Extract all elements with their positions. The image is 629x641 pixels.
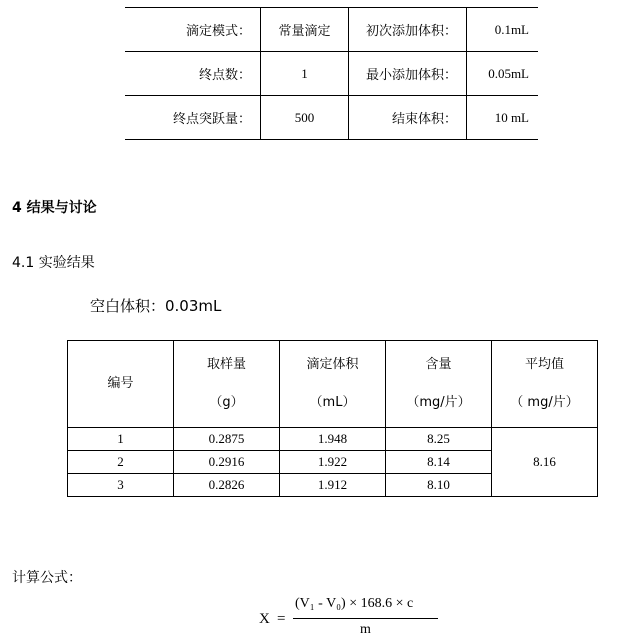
table-header-row — [68, 341, 598, 428]
formula-label: 计算公式： — [12, 570, 82, 586]
table-row — [125, 8, 538, 52]
cell-mass: 0.2875 — [174, 428, 280, 451]
cell-id: 2 — [68, 451, 174, 474]
cell-content: 8.14 — [386, 451, 492, 474]
results-table — [67, 340, 598, 497]
header-id: 编号 — [68, 341, 174, 428]
header-mass: 取样量 （g） — [174, 341, 280, 428]
header-average: 平均值 （ mg/片） — [492, 341, 598, 428]
parameter-table — [125, 7, 538, 140]
blank-volume-text: 空白体积：0.03mL — [90, 297, 222, 315]
cell-volume: 1.948 — [280, 428, 386, 451]
param-value: 500 — [261, 96, 349, 140]
cell-mass: 0.2916 — [174, 451, 280, 474]
param-key: 初次添加体积： — [349, 8, 467, 52]
cell-id: 3 — [68, 474, 174, 497]
fraction-bar — [293, 618, 438, 619]
table-row — [125, 52, 538, 96]
formula-lhs: X — [259, 611, 270, 627]
param-value: 0.05mL — [467, 52, 539, 96]
cell-mass: 0.2826 — [174, 474, 280, 497]
param-value: 常量滴定 — [261, 8, 349, 52]
cell-average: 8.16 — [492, 428, 598, 497]
param-key: 最小添加体积： — [349, 52, 467, 96]
formula-denominator: m — [360, 622, 371, 637]
param-key: 终点数： — [125, 52, 261, 96]
subsection-heading: 4.1 实验结果 — [12, 255, 95, 271]
calculation-formula — [259, 596, 459, 641]
cell-content: 8.25 — [386, 428, 492, 451]
cell-volume: 1.912 — [280, 474, 386, 497]
cell-volume: 1.922 — [280, 451, 386, 474]
param-key: 滴定模式： — [125, 8, 261, 52]
param-key: 终点突跃量： — [125, 96, 261, 140]
param-value: 0.1mL — [467, 8, 539, 52]
section-heading: 4 结果与讨论 — [12, 200, 97, 216]
table-row — [125, 96, 538, 140]
header-volume: 滴定体积 （mL） — [280, 341, 386, 428]
table-row — [68, 428, 598, 451]
formula-numerator: (V₁ - V₀) × 168.6 × c — [295, 596, 414, 611]
cell-content: 8.10 — [386, 474, 492, 497]
cell-id: 1 — [68, 428, 174, 451]
header-content: 含量 （mg/片） — [386, 341, 492, 428]
formula-equals: = — [277, 611, 286, 627]
param-value: 10 mL — [467, 96, 539, 140]
param-key: 结束体积： — [349, 96, 467, 140]
param-value: 1 — [261, 52, 349, 96]
